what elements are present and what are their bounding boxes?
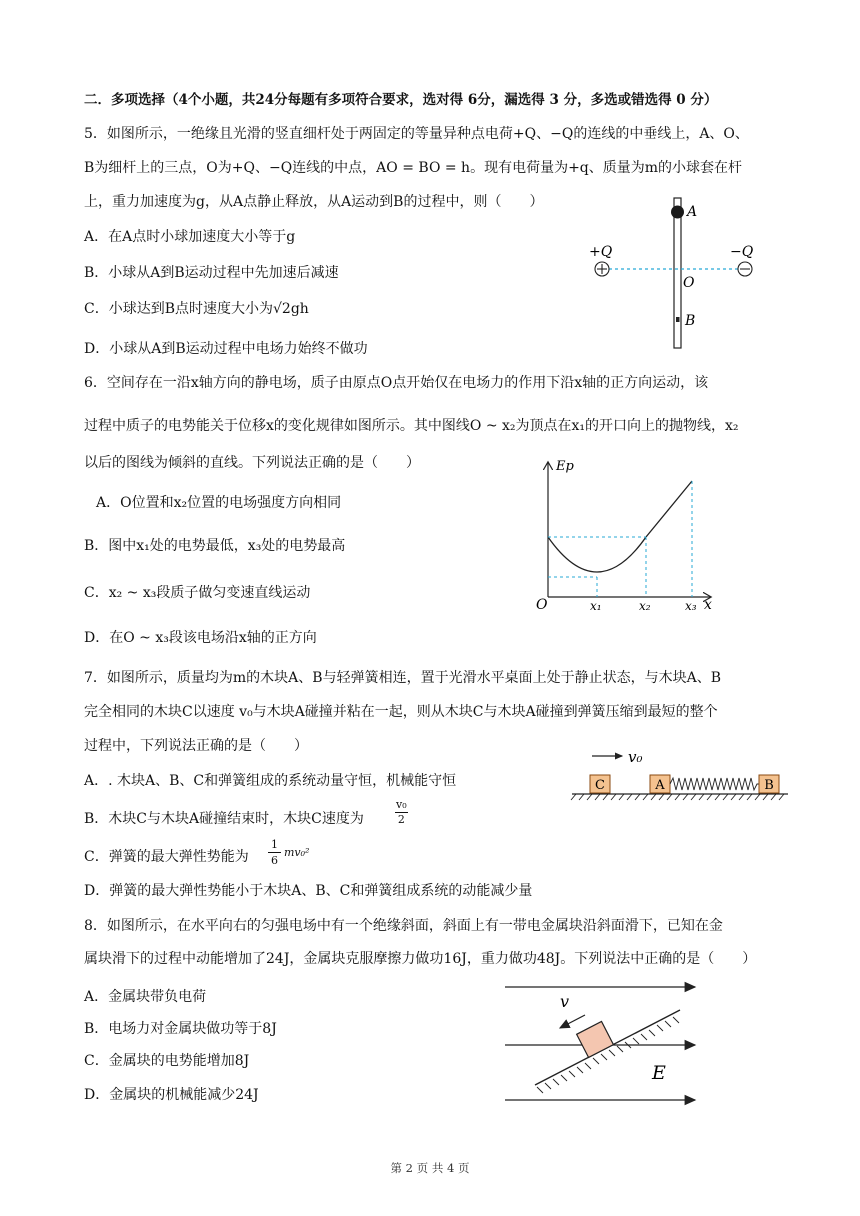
q8-option-d: D．金属块的机械能减少24J: [84, 1087, 259, 1103]
q8-option-b: B．电场力对金属块做功等于8J: [84, 1021, 277, 1037]
q6-option-d: D．在O ~ x₃段该电场沿x轴的正方向: [84, 630, 317, 646]
label-b: B: [685, 313, 696, 329]
q7-option-c-tail: mv₀²: [284, 846, 310, 859]
point-b-mark: [676, 317, 680, 322]
q5-figure: [585, 195, 775, 355]
q5-option-d: D．小球从A到B运动过程中电场力始终不做功: [84, 341, 368, 357]
q7-option-b: B．木块C与木块A碰撞结束时，木块C速度为: [84, 811, 364, 827]
q7-figure: [570, 744, 790, 806]
y-axis-label: Ep: [556, 459, 574, 474]
q6-option-c: C．x₂ ~ x₃段质子做匀变速直线运动: [84, 585, 311, 601]
q5-option-a: A．在A点时小球加速度大小等于g: [84, 229, 296, 245]
q5-stem-line-3: 上，重力加速度为g，从A点静止释放，从A运动到B的过程中，则（ ）: [84, 194, 544, 210]
q7-stem-line-1: 7．如图所示，质量均为m的木块A、B与轻弹簧相连，置于光滑水平桌面上处于静止状态，与木块A、B: [84, 670, 721, 686]
q7-stem-line-3: 过程中，下列说法正确的是（ ）: [84, 738, 308, 754]
metal-block: [577, 1021, 614, 1057]
q6-option-b: B．图中x₁处的电势最低，x₃处的电势最高: [84, 538, 346, 554]
potential-energy-curve: [548, 481, 692, 572]
q8-option-a: A．金属块带负电荷: [84, 989, 207, 1005]
q5-option-c: C．小球达到B点时速度大小为√2gh: [84, 301, 309, 317]
fraction-numerator: 1: [268, 837, 281, 853]
table-hatching: [571, 794, 784, 800]
q8-option-c: C．金属块的电势能增加8J: [84, 1053, 250, 1069]
tick-x2: x₂: [639, 599, 651, 613]
q6-option-a: A．O位置和x₂位置的电场强度方向相同: [96, 495, 342, 511]
x-axis-label: x: [704, 597, 712, 613]
block-velocity-arrow: [560, 1015, 585, 1028]
spring: [670, 778, 759, 790]
q8-stem-line-1: 8．如图所示，在水平向右的匀强电场中有一个绝缘斜面，斜面上有一带电金属块沿斜面滑下，已知在金: [84, 918, 723, 934]
block-b-label: B: [764, 778, 774, 793]
q6-stem-line-2: 过程中质子的电势能关于位移x的变化规律如图所示。其中图线O ~ x₂为顶点在x₁的开口向上的抛物线，x₂: [84, 418, 739, 434]
q8-figure: [500, 975, 700, 1110]
ball-at-a: [671, 206, 684, 219]
block-velocity-label: v: [560, 992, 570, 1011]
label-o: O: [683, 275, 695, 291]
field-label: E: [652, 1062, 666, 1084]
block-c-label: C: [595, 778, 605, 793]
fraction-denominator: 2: [397, 813, 405, 826]
q7-stem-line-2: 完全相同的木块C以速度 v₀与木块A碰撞并粘在一起，则从木块C与木块A碰撞到弹簧压缩到最短的整个: [84, 704, 718, 720]
q5-stem-line-2: B为细杆上的三点，O为+Q、−Q连线的中点，AO = BO = h。现有电荷量为+q、质量为m的小球套在杆: [84, 160, 743, 176]
label-neg-q: −Q: [730, 244, 754, 260]
q7-option-c: C．弹簧的最大弹性势能为: [84, 849, 249, 865]
q7-option-d: D．弹簧的最大弹性势能小于木块A、B、C和弹簧组成系统的动能减少量: [84, 883, 533, 899]
label-pos-q: +Q: [589, 244, 613, 260]
q5-option-b: B．小球从A到B运动过程中先加速后减速: [84, 265, 339, 281]
fraction-denominator: 6: [271, 854, 278, 867]
q6-figure: [530, 455, 730, 615]
page-footer: 第 2 页 共 4 页: [390, 1161, 470, 1175]
q7-option-a: A．. 木块A、B、C和弹簧组成的系统动量守恒，机械能守恒: [84, 773, 457, 789]
block-a-label: A: [655, 778, 665, 793]
q5-stem-line-1: 5．如图所示，一绝缘且光滑的竖直细杆处于两固定的等量异种点电荷+Q、−Q的连线的中垂线上，A、O、: [84, 126, 749, 142]
label-a: A: [687, 204, 698, 220]
q7-option-b-fraction: [395, 798, 408, 827]
q6-stem-line-3: 以后的图线为倾斜的直线。下列说法正确的是（ ）: [84, 455, 420, 471]
velocity-label: v₀: [628, 748, 643, 766]
q7-option-c-fraction: [268, 837, 281, 868]
tick-x1: x₁: [590, 599, 602, 613]
fraction-numerator: v₀: [396, 798, 407, 811]
insulating-rod: [674, 198, 681, 348]
origin-label: O: [536, 597, 548, 613]
tick-x3: x₃: [685, 599, 697, 613]
q8-stem-line-2: 属块滑下的过程中动能增加了24J，金属块克服摩擦力做功16J，重力做功48J。下列说法中正确的是（ ）: [84, 951, 757, 967]
section-title: 二．多项选择（4个小题，共24分每题有多项符合要求，选对得 6分，漏选得 3 分，多选或错选得 0 分）: [84, 92, 718, 108]
q6-stem-line-1: 6．空间存在一沿x轴方向的静电场，质子由原点O点开始仅在电场力的作用下沿x轴的正方向运动，该: [84, 375, 709, 391]
